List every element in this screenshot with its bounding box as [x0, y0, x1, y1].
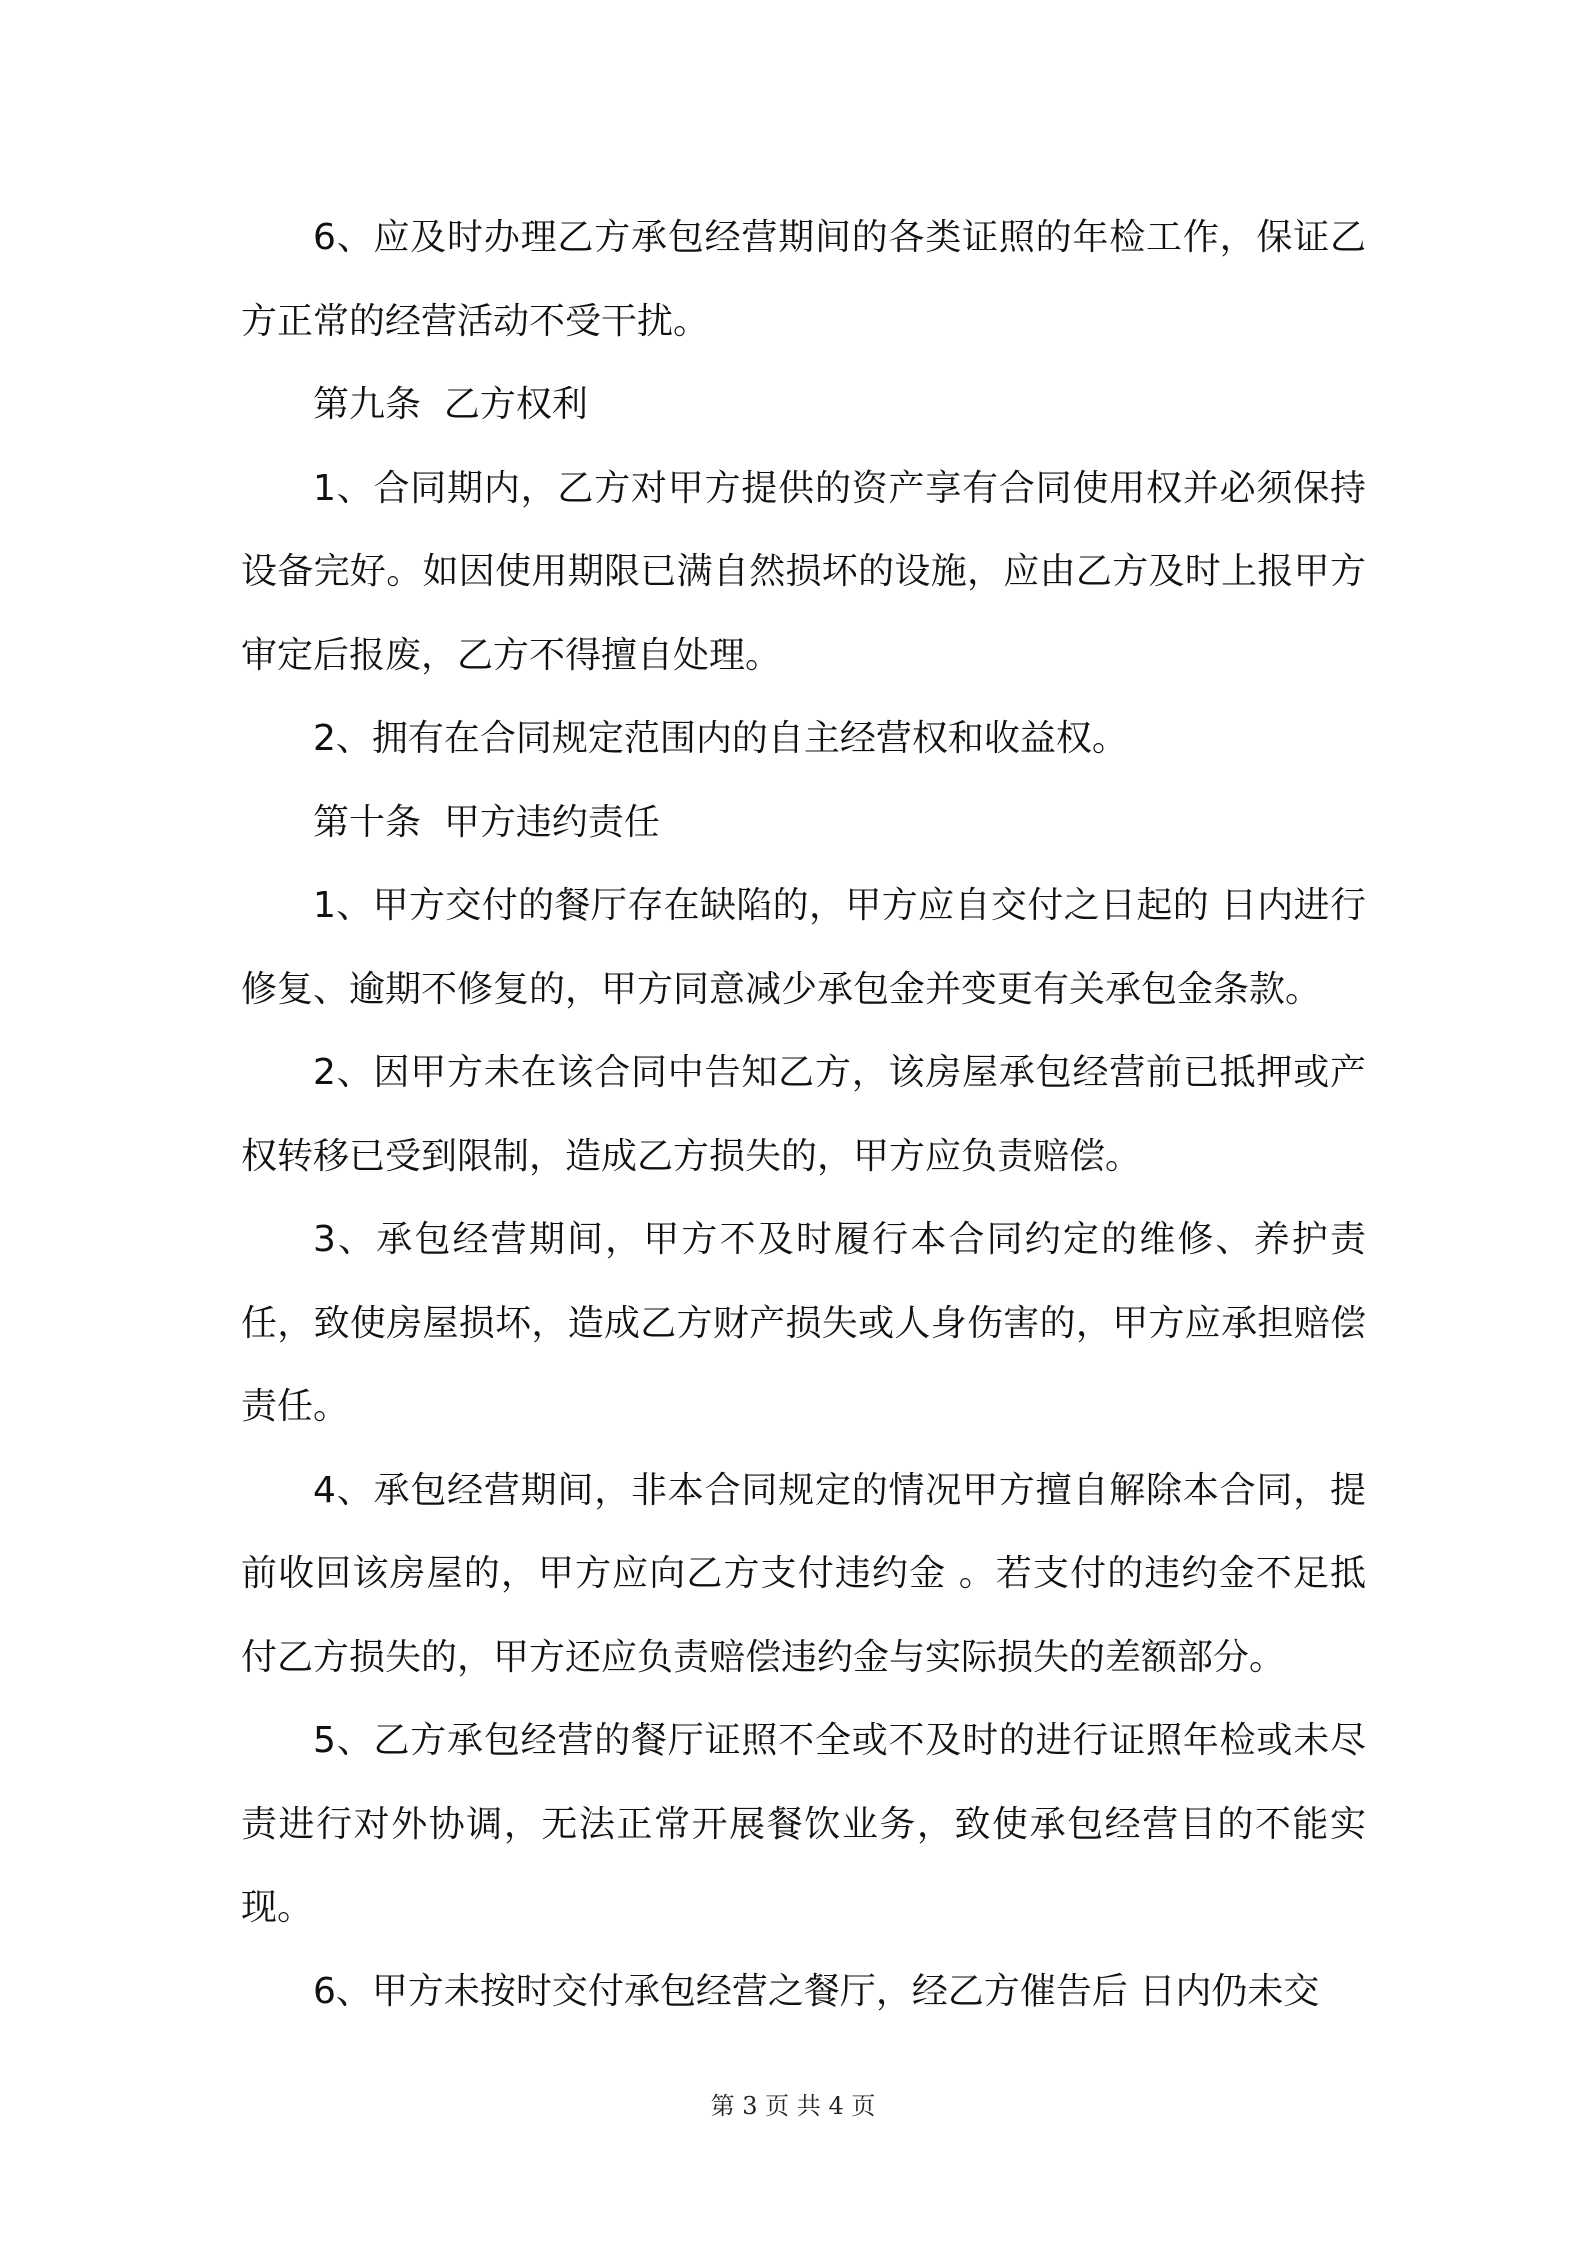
- document-body: [241, 196, 1366, 2033]
- page-number-footer: 第 3 页 共 4 页: [710, 2092, 876, 2120]
- paragraph-item-2-mortgage: 2、因甲方未在该合同中告知乙方，该房屋承包经营前已抵押或产权转移已受到限制，造成乙方损失的，甲方应负责赔偿。: [241, 1052, 1366, 1177]
- paragraph-item-1-asset-use: 1、合同期内，乙方对甲方提供的资产享有合同使用权并必须保持设备完好。如因使用期限已满自然损坏的设施，应由乙方及时上报甲方审定后报废，乙方不得擅自处理。: [241, 467, 1366, 676]
- paragraph-item-1-defects: 1、甲方交付的餐厅存在缺陷的，甲方应自交付之日起的 日内进行修复、逾期不修复的，甲方同意减少承包金并变更有关承包金条款。: [241, 885, 1366, 1010]
- section-heading-article-10: 第十条 甲方违约责任: [313, 801, 660, 843]
- paragraph-item-3-maintenance: 3、承包经营期间，甲方不及时履行本合同约定的维修、养护责任，致使房屋损坏，造成乙方财产损失或人身伤害的，甲方应承担赔偿责任。: [241, 1219, 1366, 1427]
- paragraph-item-2-autonomy: 2、拥有在合同规定范围内的自主经营权和收益权。: [313, 718, 1128, 759]
- paragraph-item-4-termination: 4、承包经营期间，非本合同规定的情况甲方擅自解除本合同，提前收回该房屋的，甲方应向乙方支付违约金 。若支付的违约金不足抵付乙方损失的，甲方还应负责赔偿违约金与实际损失的差额部分。: [241, 1469, 1366, 1678]
- section-heading-article-9: 第九条 乙方权利: [313, 384, 588, 425]
- paragraph-item-6-certificates: 6、应及时办理乙方承包经营期间的各类证照的年检工作，保证乙方正常的经营活动不受干扰。: [241, 217, 1366, 342]
- paragraph-item-6-delivery: 6、甲方未按时交付承包经营之餐厅，经乙方催告后 日内仍未交: [313, 1970, 1320, 2012]
- paragraph-item-5-licenses: 5、乙方承包经营的餐厅证照不全或不及时的进行证照年检或未尽责进行对外协调，无法正常开展餐饮业务，致使承包经营目的不能实现。: [241, 1720, 1366, 1928]
